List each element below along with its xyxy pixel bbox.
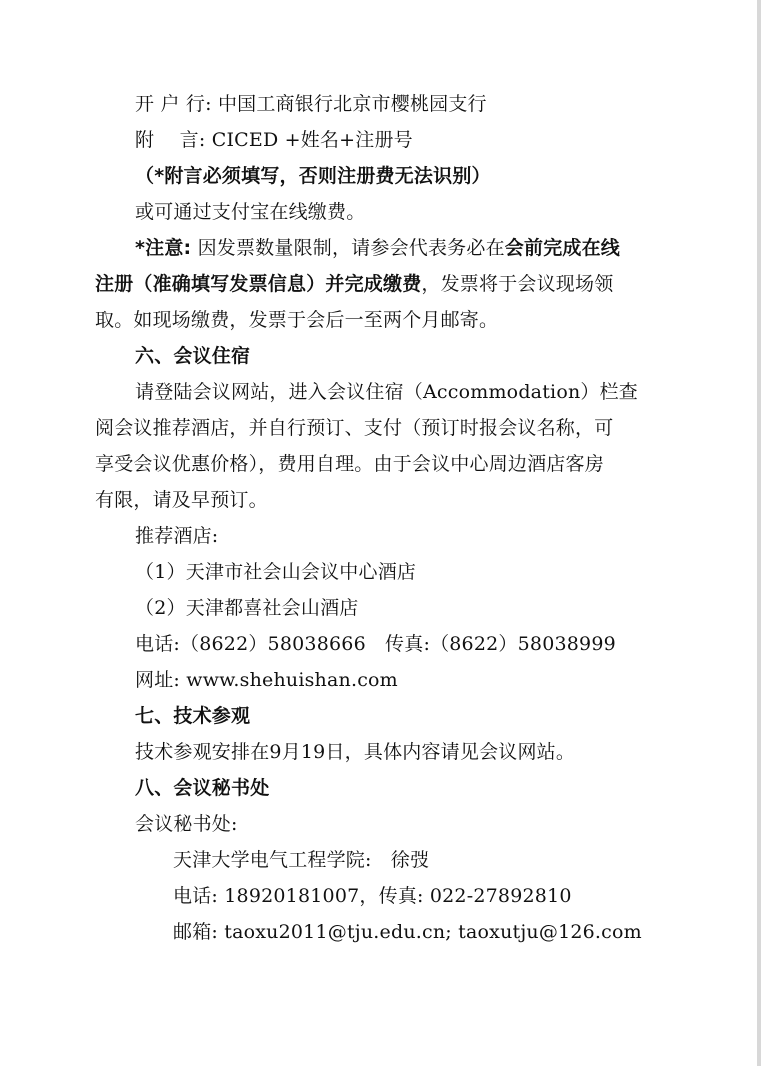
section6-para-line-4: 有限，请及早预订。: [95, 489, 268, 511]
alipay-note: 或可通过支付宝在线缴费。: [135, 201, 366, 223]
hotel-website: 网址: www.shehuishan.com: [135, 669, 398, 691]
document-body: [95, 86, 675, 950]
secretariat-email: 邮箱: taoxu2011@tju.edu.cn; taoxutju@126.com: [173, 921, 642, 943]
notice-text-2: ，发票将于会议现场领: [421, 273, 614, 295]
bank-line: [95, 86, 675, 122]
section7-text: 技术参观安排在9月19日，具体内容请见会议网站。: [135, 741, 576, 763]
bank-label: 开 户 行:: [135, 93, 212, 115]
bank-value: 中国工商银行北京市樱桃园支行: [217, 93, 487, 115]
notice-bold-2: 注册（准确填写发票信息）并完成缴费: [95, 273, 422, 295]
hotel-item-1: （1）天津市社会山会议中心酒店: [135, 561, 417, 583]
section6-para-line-3: 享受会议优惠价格），费用自理。由于会议中心周边酒店客房: [95, 453, 604, 475]
memo-value: CICED +姓名+注册号: [211, 129, 413, 151]
section7-title: 七、技术参观: [135, 705, 251, 727]
section6-title: 六、会议住宿: [135, 345, 251, 367]
notice-text-1: 因发票数量限制，请参会代表务必在: [191, 237, 505, 259]
hotel-phone: 电话:（8622）58038666 传真:（8622）58038999: [135, 633, 616, 655]
memo-line: [95, 122, 675, 158]
secretariat-org: 天津大学电气工程学院: 徐弢: [173, 849, 430, 871]
notice-label: *注意:: [135, 237, 192, 259]
section8-title: 八、会议秘书处: [135, 777, 270, 799]
section6-para-line-1: 请登陆会议网站，进入会议住宿（Accommodation）栏查: [135, 381, 638, 403]
memo-label: 附 言:: [135, 129, 206, 151]
section6-para-line-2: 阅会议推荐酒店，并自行预订、支付（预订时报会议名称，可: [95, 417, 614, 439]
notice-bold-1: 会前完成在线: [504, 237, 620, 259]
notice-line-1: [95, 230, 675, 266]
page-edge: [757, 0, 761, 1066]
hotel-item-2: （2）天津都喜社会山酒店: [135, 597, 359, 619]
notice-line-3: 取。如现场缴费，发票于会后一至两个月邮寄。: [95, 309, 499, 331]
secretariat-contact: 电话: 18920181007，传真: 022-27892810: [173, 885, 572, 907]
secretariat-label: 会议秘书处:: [135, 813, 238, 835]
hotels-label: 推荐酒店:: [135, 525, 219, 547]
notice-line-2: [95, 266, 675, 302]
memo-note: （*附言必须填写，否则注册费无法识别）: [135, 165, 491, 187]
